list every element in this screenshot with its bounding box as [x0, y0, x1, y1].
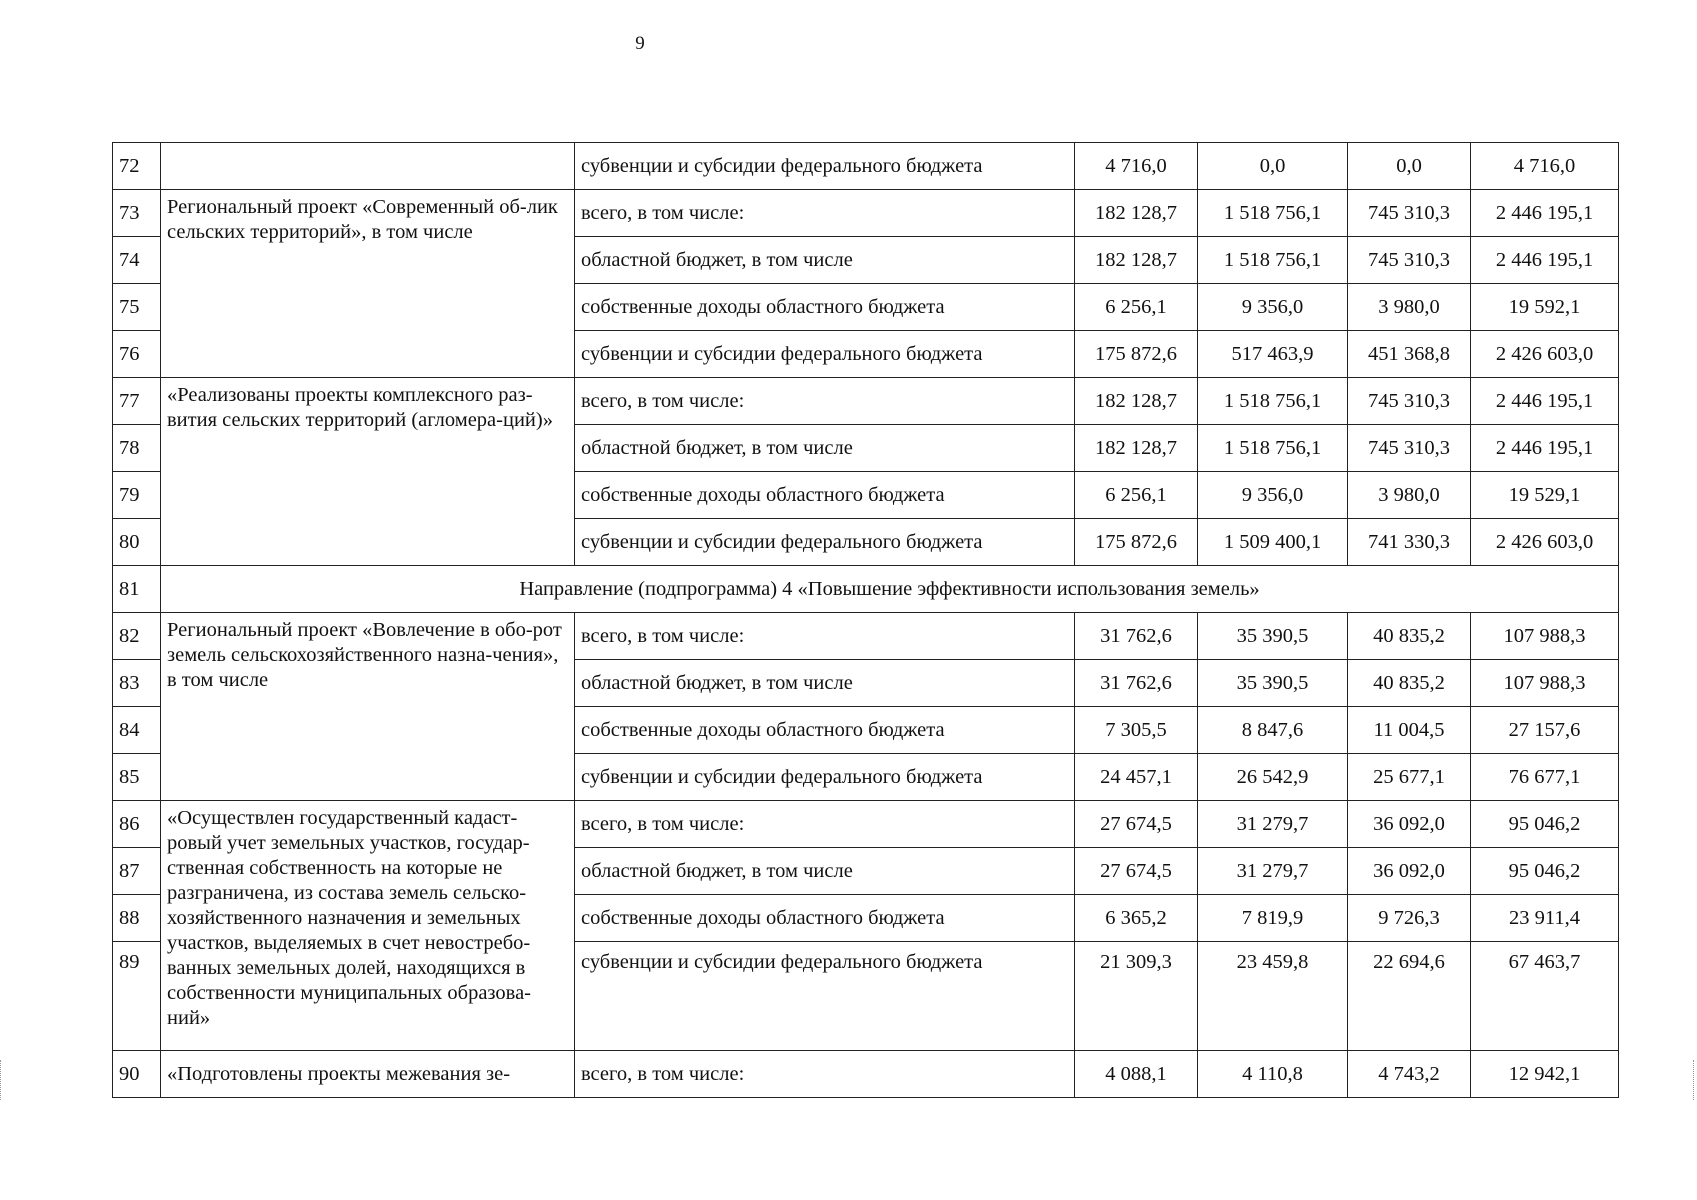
- value-total: 107 988,3: [1471, 660, 1619, 707]
- table-row: [113, 801, 1619, 848]
- value-year1: 21 309,3: [1075, 942, 1198, 1051]
- value-total: 76 677,1: [1471, 754, 1619, 801]
- source-own: собственные доходы областного бюджета: [575, 707, 1075, 754]
- table-row: [113, 1051, 1619, 1098]
- row-number: 89: [113, 942, 161, 1051]
- value-year2: 1 518 756,1: [1198, 378, 1348, 425]
- budget-table: [112, 142, 1619, 1098]
- section-title: Направление (подпрограмма) 4 «Повышение эффективности использования земель»: [161, 566, 1619, 613]
- value-year3: 745 310,3: [1348, 378, 1471, 425]
- value-year1: 31 762,6: [1075, 613, 1198, 660]
- source-federal: субвенции и субсидии федерального бюджета: [575, 519, 1075, 566]
- value-year2: 8 847,6: [1198, 707, 1348, 754]
- value-total: 19 592,1: [1471, 284, 1619, 331]
- table-row: [113, 613, 1619, 660]
- source-regional: областной бюджет, в том числе: [575, 425, 1075, 472]
- value-year3: 741 330,3: [1348, 519, 1471, 566]
- value-year1: 7 305,5: [1075, 707, 1198, 754]
- value-year2: 35 390,5: [1198, 613, 1348, 660]
- value-total: 2 446 195,1: [1471, 378, 1619, 425]
- row-number: 72: [113, 143, 161, 190]
- source-federal: субвенции и субсидии федерального бюджета: [575, 754, 1075, 801]
- value-total: 2 446 195,1: [1471, 190, 1619, 237]
- value-year1: 4 716,0: [1075, 143, 1198, 190]
- value-total: 27 157,6: [1471, 707, 1619, 754]
- value-total: 2 426 603,0: [1471, 331, 1619, 378]
- value-year2: 31 279,7: [1198, 848, 1348, 895]
- value-total: 4 716,0: [1471, 143, 1619, 190]
- value-year1: 182 128,7: [1075, 190, 1198, 237]
- row-number: 86: [113, 801, 161, 848]
- value-year3: 25 677,1: [1348, 754, 1471, 801]
- group-name: «Осуществлен государственный кадаст-ровый учет земельных участков, государ-ственная собственность на которые не разграничена, из состава земель сельско-хозяйственного назначения и земельных участков, выделяемых в счет невостребо-ванных земельных долей, находящихся в собственности муниципальных образова-ний»: [161, 801, 575, 1051]
- value-total: 2 446 195,1: [1471, 237, 1619, 284]
- value-year3: 745 310,3: [1348, 237, 1471, 284]
- source-total: всего, в том числе:: [575, 378, 1075, 425]
- row-number: 85: [113, 754, 161, 801]
- group-name: Региональный проект «Вовлечение в обо-рот земель сельскохозяйственного назна-чения», в том числе: [161, 613, 575, 801]
- value-year3: 451 368,8: [1348, 331, 1471, 378]
- value-year2: 23 459,8: [1198, 942, 1348, 1051]
- value-total: 95 046,2: [1471, 848, 1619, 895]
- table-row: [113, 190, 1619, 237]
- value-year3: 36 092,0: [1348, 848, 1471, 895]
- value-total: 12 942,1: [1471, 1051, 1619, 1098]
- value-year1: 175 872,6: [1075, 331, 1198, 378]
- page-number: 9: [635, 33, 645, 54]
- value-year3: 36 092,0: [1348, 801, 1471, 848]
- value-year3: 4 743,2: [1348, 1051, 1471, 1098]
- value-total: 2 446 195,1: [1471, 425, 1619, 472]
- value-year3: 22 694,6: [1348, 942, 1471, 1051]
- source-federal: субвенции и субсидии федерального бюджета: [575, 942, 1075, 1051]
- value-year2: 1 518 756,1: [1198, 237, 1348, 284]
- value-year3: 9 726,3: [1348, 895, 1471, 942]
- value-total: 23 911,4: [1471, 895, 1619, 942]
- row-number: 83: [113, 660, 161, 707]
- value-year1: 6 256,1: [1075, 284, 1198, 331]
- source-regional: областной бюджет, в том числе: [575, 237, 1075, 284]
- value-year3: 3 980,0: [1348, 472, 1471, 519]
- value-year2: 0,0: [1198, 143, 1348, 190]
- value-year1: 182 128,7: [1075, 378, 1198, 425]
- table-row: [113, 378, 1619, 425]
- value-year1: 182 128,7: [1075, 237, 1198, 284]
- value-year1: 31 762,6: [1075, 660, 1198, 707]
- row-number: 74: [113, 237, 161, 284]
- group-name: «Реализованы проекты комплексного раз-вития сельских территорий (агломера-ций)»: [161, 378, 575, 566]
- value-year2: 4 110,8: [1198, 1051, 1348, 1098]
- value-year2: 1 518 756,1: [1198, 425, 1348, 472]
- row-number: 77: [113, 378, 161, 425]
- value-total: 95 046,2: [1471, 801, 1619, 848]
- value-year3: 11 004,5: [1348, 707, 1471, 754]
- row-number: 84: [113, 707, 161, 754]
- source-federal: субвенции и субсидии федерального бюджета: [575, 331, 1075, 378]
- value-total: 2 426 603,0: [1471, 519, 1619, 566]
- row-number: 87: [113, 848, 161, 895]
- value-year1: 4 088,1: [1075, 1051, 1198, 1098]
- value-year1: 175 872,6: [1075, 519, 1198, 566]
- section-row: [113, 566, 1619, 613]
- value-year3: 745 310,3: [1348, 425, 1471, 472]
- source-total: всего, в том числе:: [575, 190, 1075, 237]
- source-total: всего, в том числе:: [575, 1051, 1075, 1098]
- value-year2: 26 542,9: [1198, 754, 1348, 801]
- row-number: 88: [113, 895, 161, 942]
- row-name-empty: [161, 143, 575, 190]
- value-total: 67 463,7: [1471, 942, 1619, 1051]
- value-year3: 745 310,3: [1348, 190, 1471, 237]
- value-year2: 1 518 756,1: [1198, 190, 1348, 237]
- source-total: всего, в том числе:: [575, 801, 1075, 848]
- value-year2: 9 356,0: [1198, 284, 1348, 331]
- scan-edge-mark: [0, 1060, 4, 1100]
- value-year3: 40 835,2: [1348, 613, 1471, 660]
- value-year2: 31 279,7: [1198, 801, 1348, 848]
- value-year3: 3 980,0: [1348, 284, 1471, 331]
- source-total: всего, в том числе:: [575, 613, 1075, 660]
- source-regional: областной бюджет, в том числе: [575, 660, 1075, 707]
- value-year1: 182 128,7: [1075, 425, 1198, 472]
- row-number: 76: [113, 331, 161, 378]
- row-number: 79: [113, 472, 161, 519]
- value-year2: 35 390,5: [1198, 660, 1348, 707]
- value-total: 107 988,3: [1471, 613, 1619, 660]
- source-own: собственные доходы областного бюджета: [575, 895, 1075, 942]
- value-year1: 6 256,1: [1075, 472, 1198, 519]
- value-year2: 9 356,0: [1198, 472, 1348, 519]
- row-number: 90: [113, 1051, 161, 1098]
- row-number: 81: [113, 566, 161, 613]
- row-number: 80: [113, 519, 161, 566]
- row-number: 73: [113, 190, 161, 237]
- source-regional: областной бюджет, в том числе: [575, 848, 1075, 895]
- value-year2: 1 509 400,1: [1198, 519, 1348, 566]
- value-year1: 27 674,5: [1075, 801, 1198, 848]
- scan-edge-mark: [1693, 1060, 1697, 1100]
- group-name: Региональный проект «Современный об-лик сельских территорий», в том числе: [161, 190, 575, 378]
- row-number: 82: [113, 613, 161, 660]
- value-year3: 40 835,2: [1348, 660, 1471, 707]
- row-number: 75: [113, 284, 161, 331]
- group-name: «Подготовлены проекты межевания зе-: [161, 1051, 575, 1098]
- source-own: собственные доходы областного бюджета: [575, 472, 1075, 519]
- value-year1: 27 674,5: [1075, 848, 1198, 895]
- value-year1: 24 457,1: [1075, 754, 1198, 801]
- source-federal: субвенции и субсидии федерального бюджета: [575, 143, 1075, 190]
- source-own: собственные доходы областного бюджета: [575, 284, 1075, 331]
- value-year2: 517 463,9: [1198, 331, 1348, 378]
- table-row: [113, 143, 1619, 190]
- value-total: 19 529,1: [1471, 472, 1619, 519]
- value-year1: 6 365,2: [1075, 895, 1198, 942]
- row-number: 78: [113, 425, 161, 472]
- value-year3: 0,0: [1348, 143, 1471, 190]
- value-year2: 7 819,9: [1198, 895, 1348, 942]
